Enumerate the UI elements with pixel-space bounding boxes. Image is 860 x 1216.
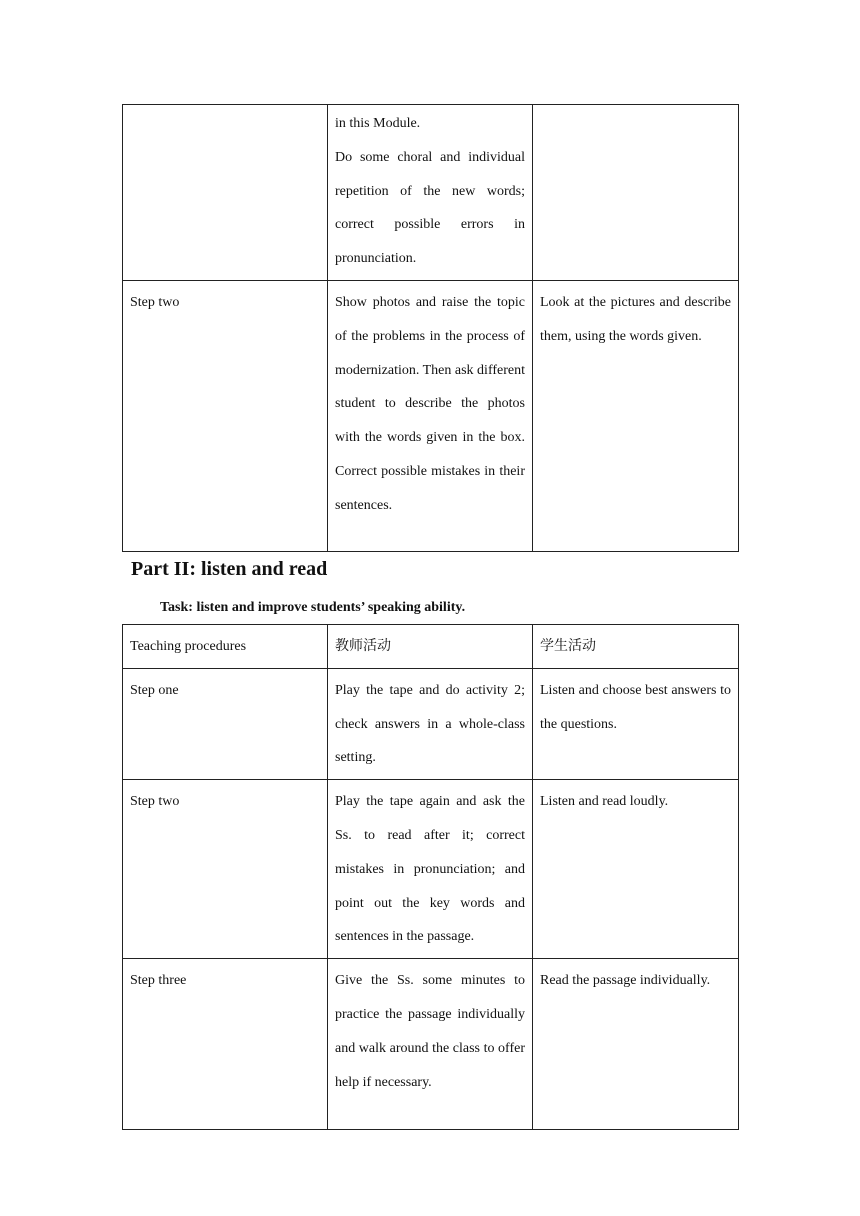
teacher-activity-text: Do some choral and individual repetition of the new words; correct possible errors in pronunciation. <box>335 149 525 267</box>
teacher-activity-cell <box>328 280 533 551</box>
step-cell <box>123 105 328 281</box>
table-row <box>123 959 739 1130</box>
teacher-activity-cell: Play the tape and do activity 2; check answers in a whole-class setting. <box>328 668 533 779</box>
student-activity-cell <box>533 105 739 281</box>
teacher-activity-text: in this Module. <box>335 116 421 131</box>
column-header-student-activity: 学生活动 <box>533 625 739 669</box>
student-activity-cell: Listen and read loudly. <box>533 780 739 959</box>
lesson-plan-table-continued <box>122 104 739 552</box>
teacher-activity-cell: Play the tape again and ask the Ss. to read after it; correct mistakes in pronunciation; and point out the key words and sentences in the passage. <box>328 780 533 959</box>
table-row <box>123 780 739 959</box>
step-cell: Step one <box>123 668 328 779</box>
lesson-plan-table <box>122 624 739 1130</box>
step-cell: Step two <box>123 780 328 959</box>
table-row <box>123 105 739 281</box>
table-row <box>123 280 739 551</box>
column-header-teacher-activity: 教师活动 <box>328 625 533 669</box>
table-row <box>123 668 739 779</box>
step-cell: Step two <box>123 280 328 551</box>
table-header-row <box>123 625 739 669</box>
section-heading: Part II: listen and read <box>131 558 328 580</box>
teacher-activity-cell: Give the Ss. some minutes to practice the passage individually and walk around the class to offer help if necessary. <box>328 959 533 1130</box>
step-cell: Step three <box>123 959 328 1130</box>
task-statement: Task: listen and improve students’ speaking ability. <box>160 600 466 615</box>
student-activity-cell: Read the passage individually. <box>533 959 739 1130</box>
student-activity-cell: Look at the pictures and describe them, using the words given. <box>533 280 739 551</box>
column-header-procedures: Teaching procedures <box>123 625 328 669</box>
teacher-activity-cell <box>328 105 533 281</box>
teacher-activity-text: Show photos and raise the topic of the problems in the process of modernization. Then ask different student to describe the photos with the words given in the box. Correct possible mistakes in their sentences. <box>335 294 525 513</box>
student-activity-cell: Listen and choose best answers to the questions. <box>533 668 739 779</box>
